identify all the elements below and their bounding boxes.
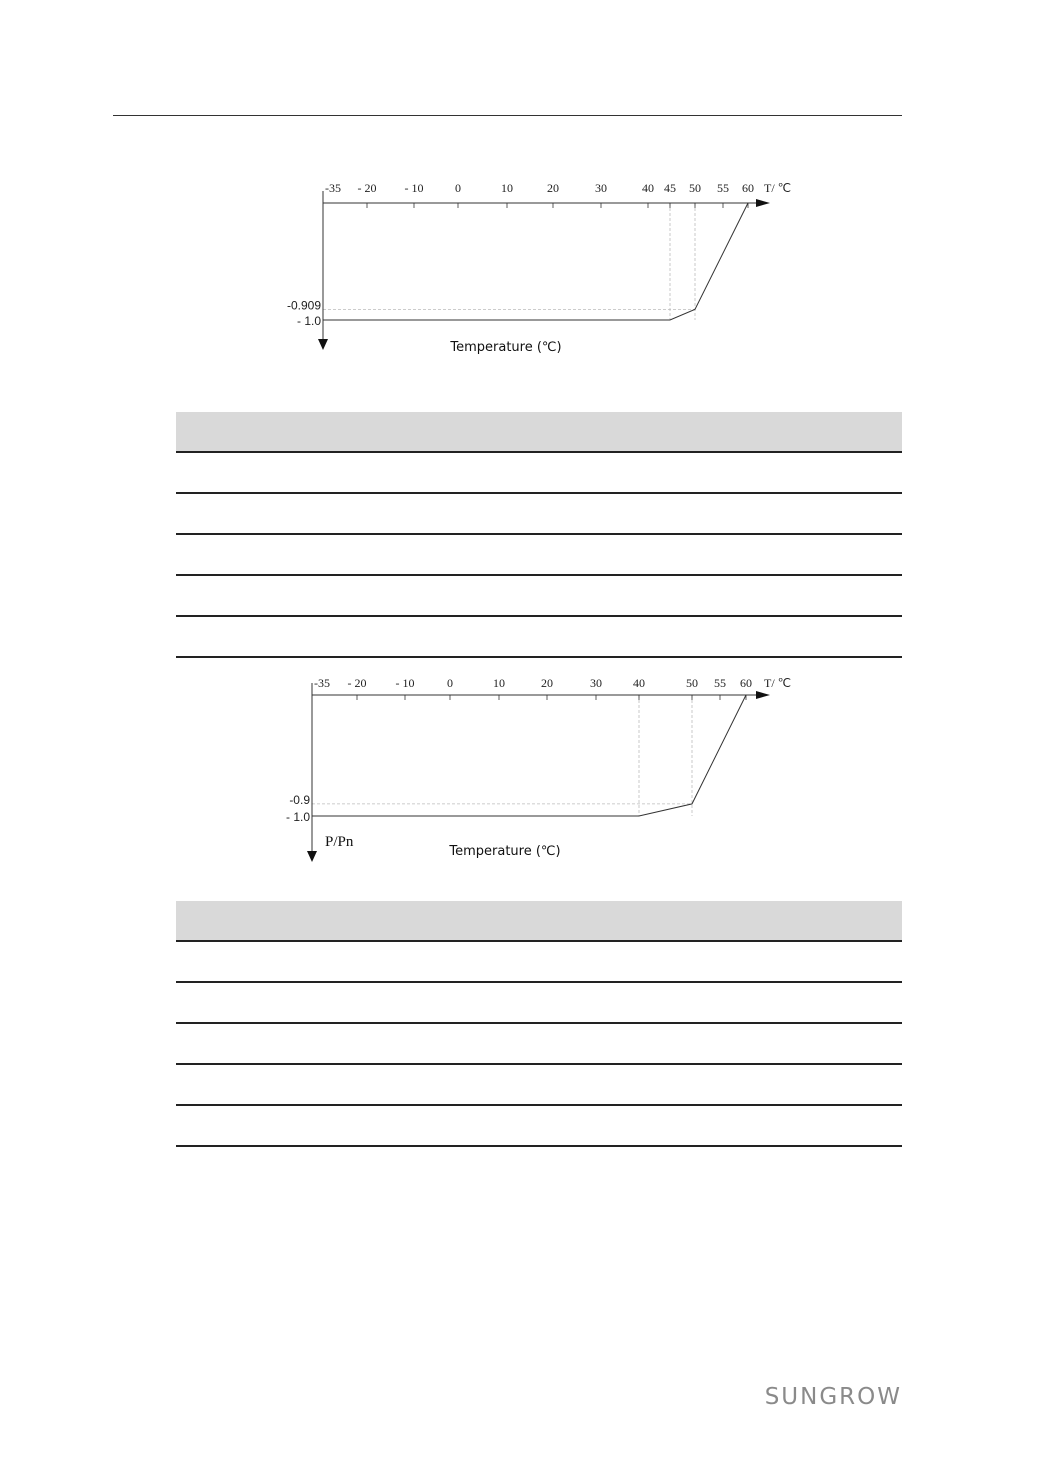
- x-axis-title: Temperature (℃): [449, 844, 561, 859]
- x-tick-label: 10: [501, 181, 513, 195]
- table-1-header: [176, 412, 902, 453]
- x-tick-label: 10: [493, 676, 505, 690]
- x-axis-arrow: [756, 691, 770, 699]
- x-tick-label: 55: [717, 181, 729, 195]
- x-tick-label: 40: [642, 181, 654, 195]
- x-axis-title: Temperature (℃): [450, 340, 562, 355]
- y-axis-arrow: [318, 339, 328, 350]
- x-tick-label: 40: [633, 676, 645, 690]
- x-tick-label: 45: [664, 181, 676, 195]
- y-axis-label: P/Pn: [325, 834, 354, 850]
- x-tick-label: 0: [447, 676, 453, 690]
- derating-chart-2: [280, 670, 810, 870]
- x-tick-label: 55: [714, 676, 726, 690]
- y-tick-label: -0.9: [289, 792, 310, 807]
- table-row: [176, 1065, 902, 1106]
- x-tick-label: 20: [541, 676, 553, 690]
- y-axis-arrow: [307, 851, 317, 862]
- x-tick-label: 50: [686, 676, 698, 690]
- table-row: [176, 983, 902, 1024]
- x-tick-label: -35: [314, 676, 330, 690]
- table-row: [176, 617, 902, 658]
- x-tick-label: -35: [325, 181, 341, 195]
- x-tick-label: 30: [595, 181, 607, 195]
- data-table-2: [176, 901, 902, 1147]
- x-tick-label: - 10: [395, 676, 415, 690]
- series-line-derating: [323, 203, 748, 320]
- x-tick-label: - 10: [404, 181, 424, 195]
- table-row: [176, 1024, 902, 1065]
- x-tick-label: 60: [740, 676, 752, 690]
- y-tick-label: - 1.0: [296, 314, 321, 328]
- table-row: [176, 535, 902, 576]
- y-tick-label: - 1.0: [285, 810, 310, 824]
- table-row: [176, 494, 902, 535]
- x-axis-unit-label: T/ ℃: [764, 676, 792, 690]
- x-tick-label: 50: [689, 181, 701, 195]
- derating-chart-1: [280, 175, 810, 365]
- x-tick-label: 60: [742, 181, 754, 195]
- series-line-derating: [312, 695, 746, 816]
- derating-chart-1-svg: [280, 175, 810, 365]
- x-tick-label: - 20: [357, 181, 377, 195]
- table-2-header: [176, 901, 902, 942]
- table-row: [176, 453, 902, 494]
- x-tick-label: 30: [590, 676, 602, 690]
- table-row: [176, 942, 902, 983]
- x-tick-label: - 20: [347, 676, 367, 690]
- header-rule: [113, 115, 902, 116]
- x-axis-unit-label: T/ ℃: [764, 181, 792, 195]
- sungrow-logo: SUNGROW: [764, 1384, 902, 1410]
- table-row: [176, 576, 902, 617]
- table-row: [176, 1106, 902, 1147]
- x-tick-label: 20: [547, 181, 559, 195]
- x-tick-label: 0: [455, 181, 461, 195]
- data-table-1: [176, 412, 902, 658]
- y-tick-label: -0.909: [286, 298, 321, 313]
- x-axis-arrow: [756, 199, 770, 207]
- derating-chart-2-svg: [280, 670, 810, 870]
